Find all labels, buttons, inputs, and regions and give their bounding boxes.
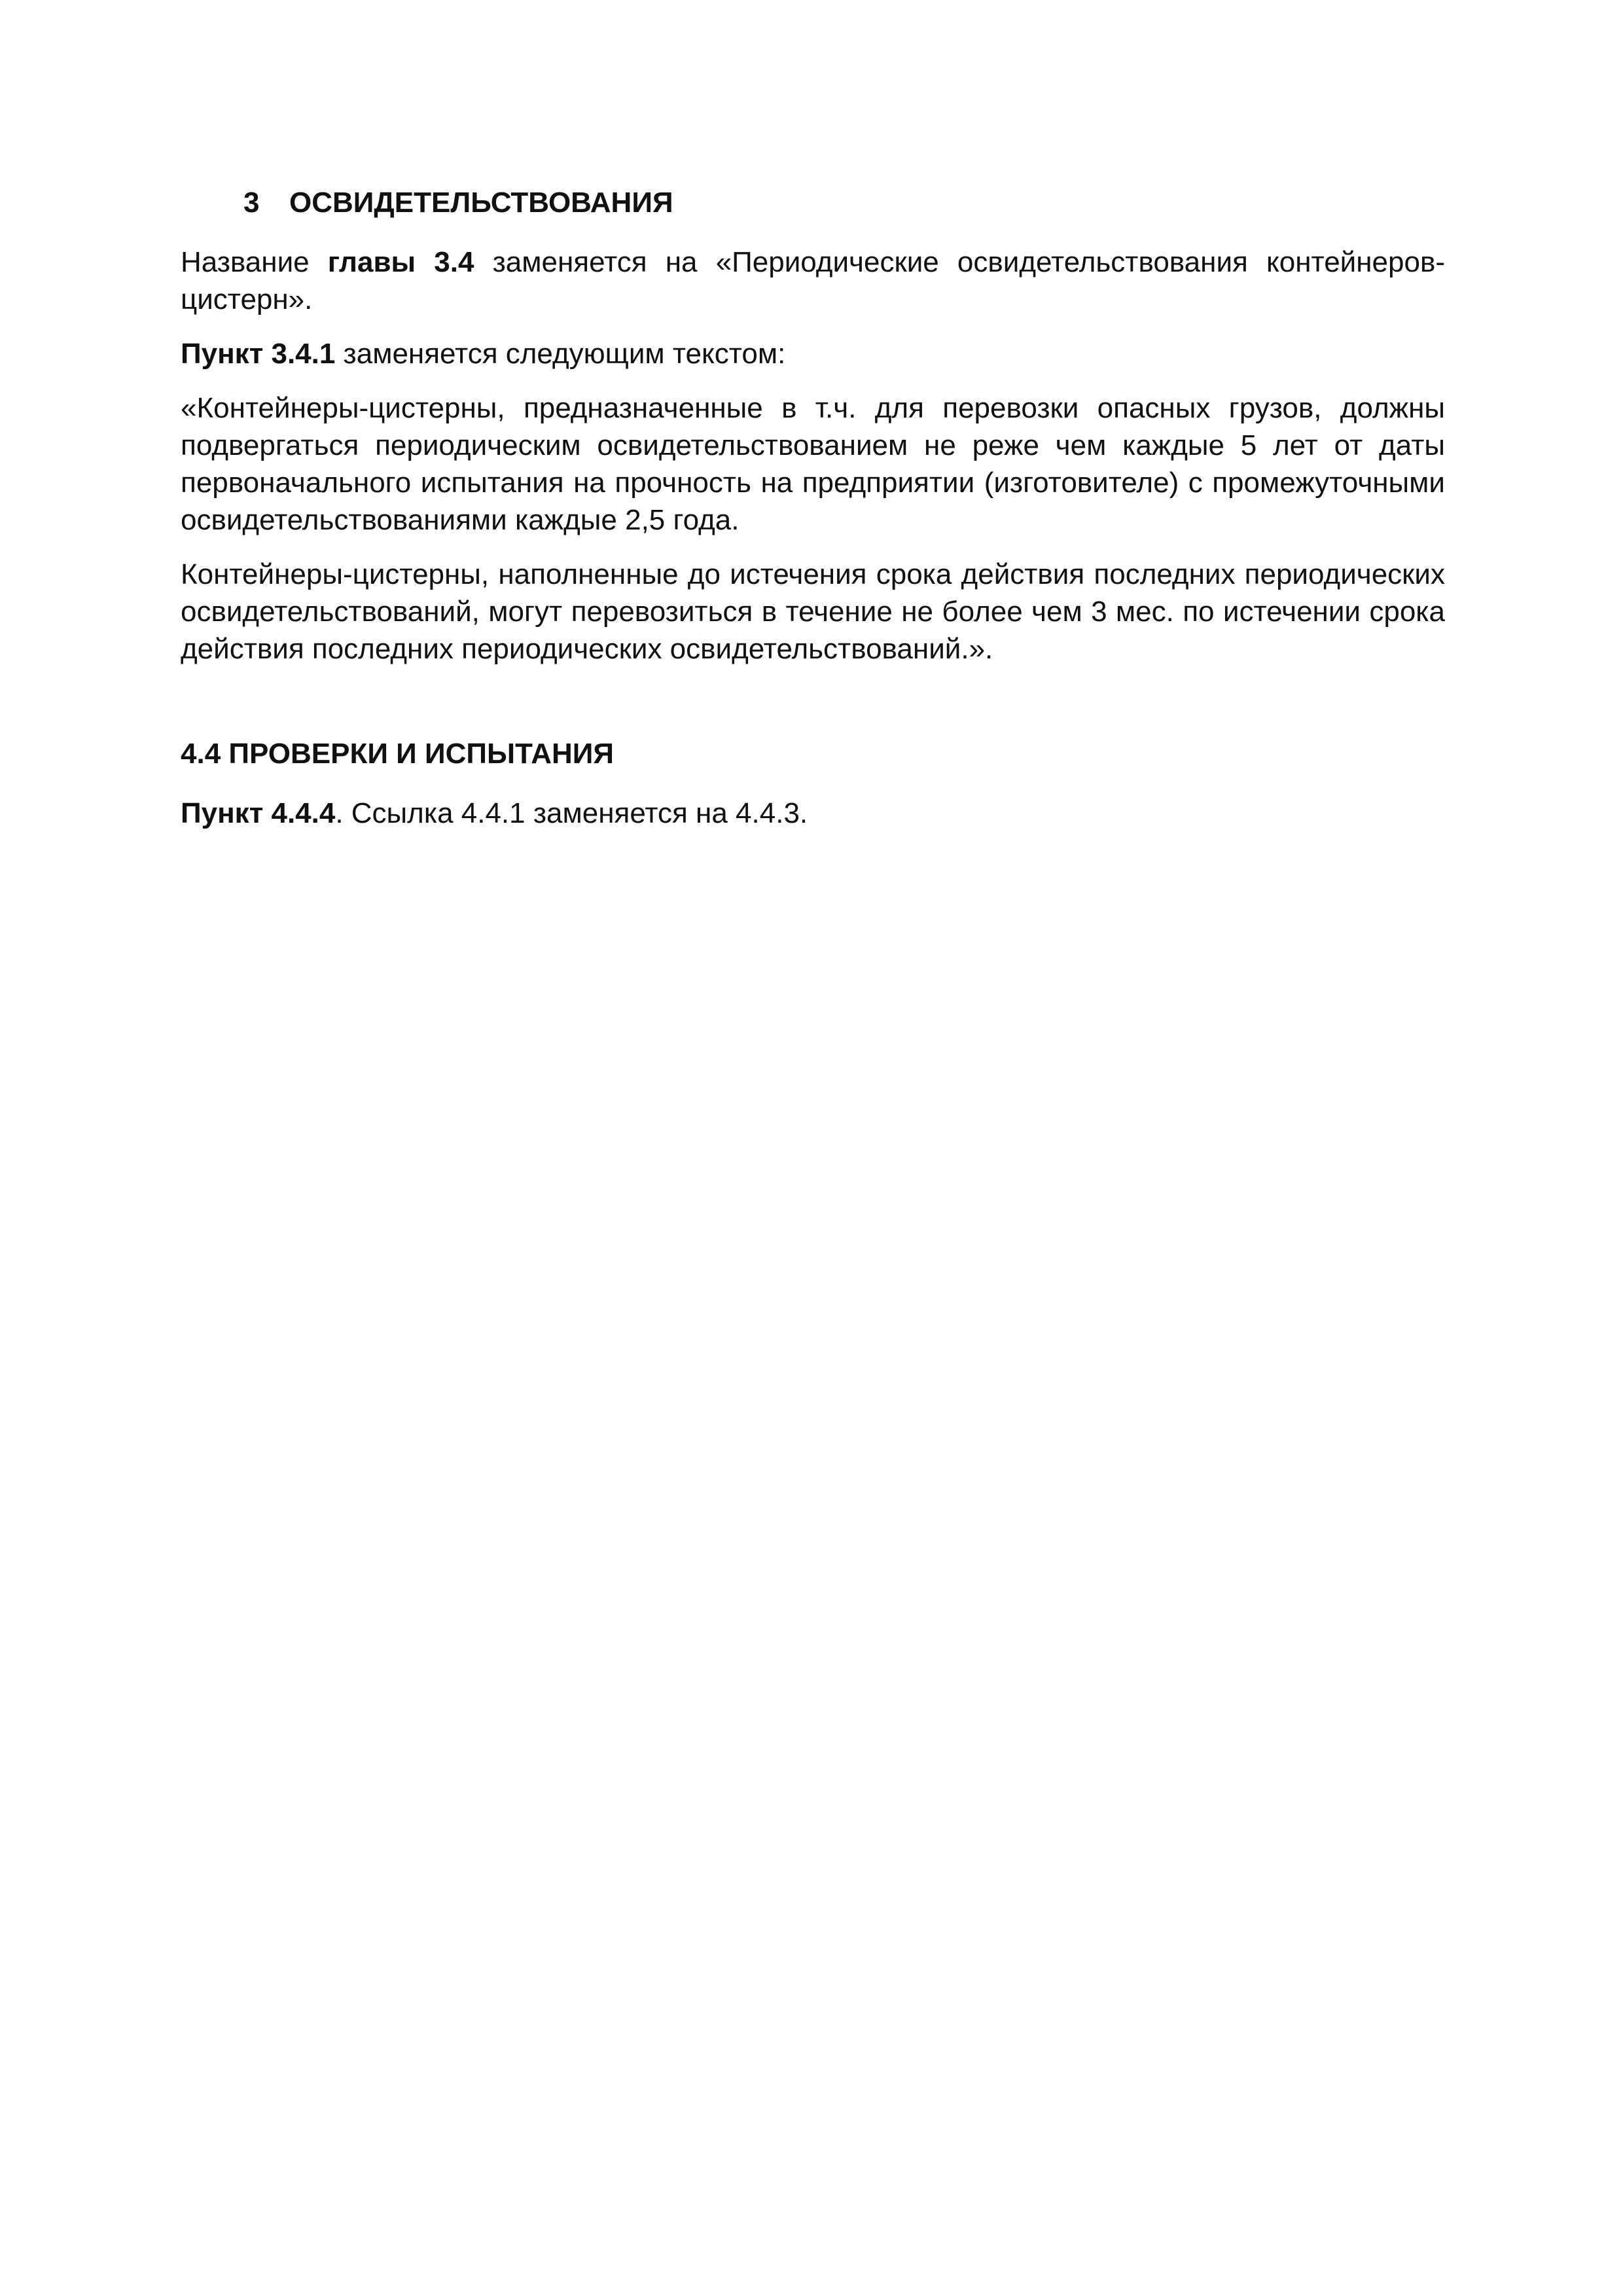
section-4-4-heading: 4.4 ПРОВЕРКИ И ИСПЫТАНИЯ — [181, 738, 615, 770]
clause-reference: Пункт 4.4.4 — [181, 797, 336, 829]
paragraph-clause-3-4-1 — [181, 335, 1445, 372]
paragraph-text: заменяется следующим текстом: — [335, 338, 786, 370]
paragraph-text: . Ссылка 4.4.1 заменяется на 4.4.3. — [335, 797, 808, 829]
page-content — [181, 185, 1445, 849]
paragraph-text: Название — [181, 246, 328, 278]
clause-reference: Пункт 3.4.1 — [181, 338, 336, 370]
section-3-number: 3 — [243, 187, 260, 219]
paragraph-chapter-rename — [181, 243, 1445, 318]
paragraph-quoted-text-2: Контейнеры-цистерны, наполненные до истечения срока действия последних периодических освидетельствований, могут перевозиться в течение не более чем 3 мес. по истечении срока действия последних периодических освидетельствований.». — [181, 558, 1445, 665]
section-3-heading — [181, 185, 1445, 221]
chapter-reference: главы 3.4 — [327, 246, 474, 278]
paragraph-quoted-text-1: «Контейнеры-цистерны, предназначенные в т.ч. для перевозки опасных грузов, должны подвергаться периодическим освидетельствованием не реже чем каждые 5 лет от даты первоначального испытания на прочность на предприятии (изготовителе) с промежуточными освидетельствованиями каждые 2,5 года. — [181, 392, 1445, 536]
paragraph-text: заменяется на «Периодические освидетельствования контейнеров-цистерн». — [181, 246, 1445, 315]
paragraph-clause-4-4-4 — [181, 795, 1445, 832]
section-3-title: ОСВИДЕТЕЛЬСТВОВАНИЯ — [289, 187, 673, 219]
